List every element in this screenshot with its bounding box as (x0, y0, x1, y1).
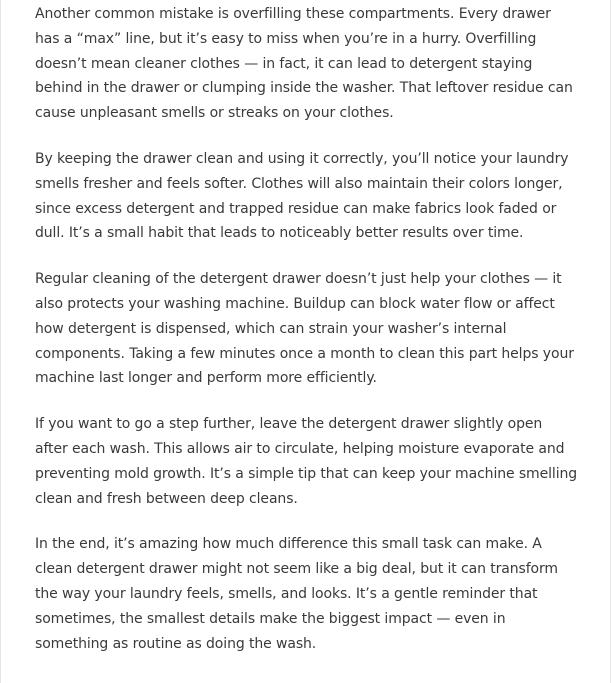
paragraph-drawer-open-tip: If you want to go a step further, leave the detergent drawer slightly open after each wash. This allows air to circulate, helping moisture evaporate and preventing mold growth. It’s a simple tip that can keep your machine smelling clean and fresh between deep cleans. (35, 416, 578, 507)
paragraph-overfilling: Another common mistake is overfilling these compartments. Every drawer has a “max” line, but it’s easy to miss when you’re in a hurry. Overfilling doesn’t mean cleaner clothes — in fact, it can lead to detergent staying behind in the drawer or clumping inside the washer. That leftover residue can cause unpleasant smells or streaks on your clothes. (35, 6, 573, 122)
paragraph-benefits: By keeping the drawer clean and using it correctly, you’ll notice your laundry smells fresher and feels softer. Clothes will also maintain their colors longer, since excess detergent and trapped residue can make fabrics look faded or dull. It’s a small habit that leads to noticeably better results over time. (35, 150, 569, 242)
paragraph-machine-protection: Regular cleaning of the detergent drawer doesn’t just help your clothes — it also protects your washing machine. Buildup can block water flow or affect how detergent is dispensed, which can strain your washer’s internal components. Taking a few minutes once a month to clean this part helps your machine last longer and perform more efficiently. (35, 271, 574, 387)
article-body (1, 0, 610, 656)
paragraph-conclusion: In the end, it’s amazing how much difference this small task can make. A clean detergent drawer might not seem like a big deal, but it can transform the way your laundry feels, smells, and looks. It’s a gentle reminder that sometimes, the smallest details make the biggest impact — even in something as routine as doing the wash. (35, 536, 558, 652)
